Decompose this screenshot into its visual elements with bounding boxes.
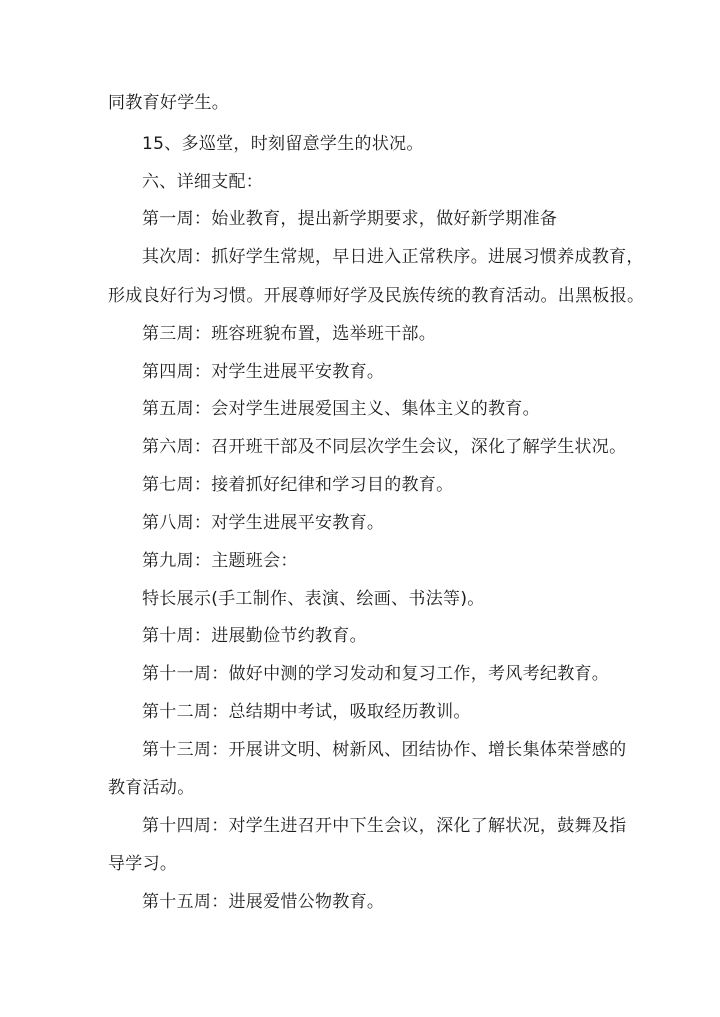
text-line: 导学习。	[108, 854, 178, 874]
text-line: 第十四周：对学生进召开中下生会议，深化了解状况，鼓舞及指	[142, 816, 627, 836]
text-line: 15、多巡堂，时刻留意学生的状况。	[142, 134, 424, 154]
text-line: 同教育好学生。	[108, 93, 230, 113]
text-line: 六、详细支配：	[142, 172, 264, 192]
text-line: 形成良好行为习惯。开展尊师好学及民族传统的教育活动。出黑板报。	[108, 286, 645, 306]
text-line: 教育活动。	[108, 778, 195, 798]
text-line: 第十一周：做好中测的学习发动和复习工作，考风考纪教育。	[142, 664, 610, 684]
text-line: 第四周：对学生进展平安教育。	[142, 362, 385, 382]
text-line: 第十二周：总结期中考试，吸取经历教训。	[142, 702, 471, 722]
text-line: 第一周：始业教育，提出新学期要求，做好新学期准备	[142, 209, 558, 229]
text-line: 第八周：对学生进展平安教育。	[142, 513, 385, 533]
text-line: 第三周：班容班貌布置，选举班干部。	[142, 324, 437, 344]
text-line: 其次周：抓好学生常规，早日进入正常秩序。进展习惯养成教育，	[142, 247, 644, 267]
text-line: 特长展示(手工制作、表演、绘画、书法等)。	[142, 589, 485, 609]
text-line: 第五周：会对学生进展爱国主义、集体主义的教育。	[142, 399, 540, 419]
text-line: 第十周：进展勤俭节约教育。	[142, 626, 367, 646]
text-line: 第六周：召开班干部及不同层次学生会议，深化了解学生状况。	[142, 437, 627, 457]
text-line: 第七周：接着抓好纪律和学习目的教育。	[142, 475, 454, 495]
text-line: 第十五周：进展爱惜公物教育。	[142, 892, 385, 912]
text-line: 第十三周：开展讲文明、树新风、团结协作、增长集体荣誉感的	[142, 740, 627, 760]
text-line: 第九周：主题班会：	[142, 551, 298, 571]
